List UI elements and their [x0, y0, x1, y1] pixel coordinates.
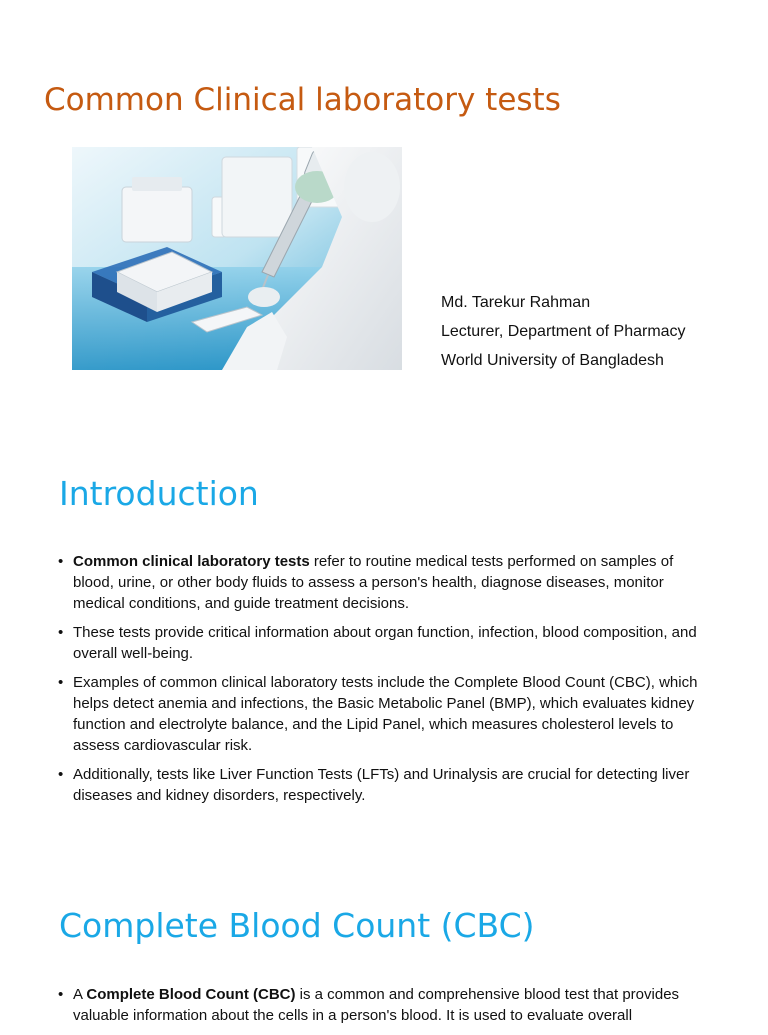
bullet-prefix: A — [73, 986, 87, 1003]
list-item — [56, 552, 716, 614]
bullet-text: is a common and comprehensive blood test that provides valuable information about the cells in a person's blood. It is used to evaluate overall — [73, 986, 680, 1024]
bullet-bold-text: Complete Blood Count (CBC) — [86, 986, 296, 1003]
bullet-text: Examples of common clinical laboratory tests include the Complete Blood Count (CBC), which helps detect anemia and infections, the Basic Metabolic Panel (BMP), which evaluates kidney function and electrolyte balance, and the Lipid Panel, which measures cholesterol levels to assess cardiovascular risk. — [73, 674, 698, 754]
bullet-icon: • — [58, 553, 64, 570]
cbc-list — [56, 985, 716, 1035]
introduction-list — [56, 552, 716, 815]
bullet-icon: • — [58, 765, 64, 783]
list-item — [56, 765, 716, 807]
list-item — [56, 985, 716, 1027]
list-item — [56, 623, 716, 665]
introduction-heading: Introduction — [59, 474, 259, 513]
author-position: Lecturer, Department of Pharmacy — [441, 323, 686, 340]
bullet-icon: • — [58, 623, 64, 641]
lab-technician-pipette-photo-icon — [72, 147, 402, 370]
author-university: World University of Bangladesh — [441, 352, 664, 369]
bullet-text: refer to routine medical tests performed on samples of blood, urine, or other body fluids to assess a person's health, diagnose diseases, monitor medical conditions, and guide treatment decisions. — [73, 553, 674, 612]
cbc-heading: Complete Blood Count (CBC) — [59, 906, 535, 945]
bullet-icon: • — [58, 986, 64, 1003]
bullet-text: Additionally, tests like Liver Function Tests (LFTs) and Urinalysis are crucial for detecting liver diseases and kidney disorders, respectively. — [73, 765, 690, 804]
slide-title: Common Clinical laboratory tests — [44, 82, 561, 118]
author-block — [441, 288, 686, 375]
author-name: Md. Tarekur Rahman — [441, 294, 591, 311]
bullet-bold-text: Common clinical laboratory tests — [73, 553, 310, 570]
bullet-icon: • — [58, 674, 64, 692]
bullet-text: These tests provide critical information about organ function, infection, blood composition, and overall well-being. — [73, 623, 697, 662]
list-item — [56, 673, 716, 756]
